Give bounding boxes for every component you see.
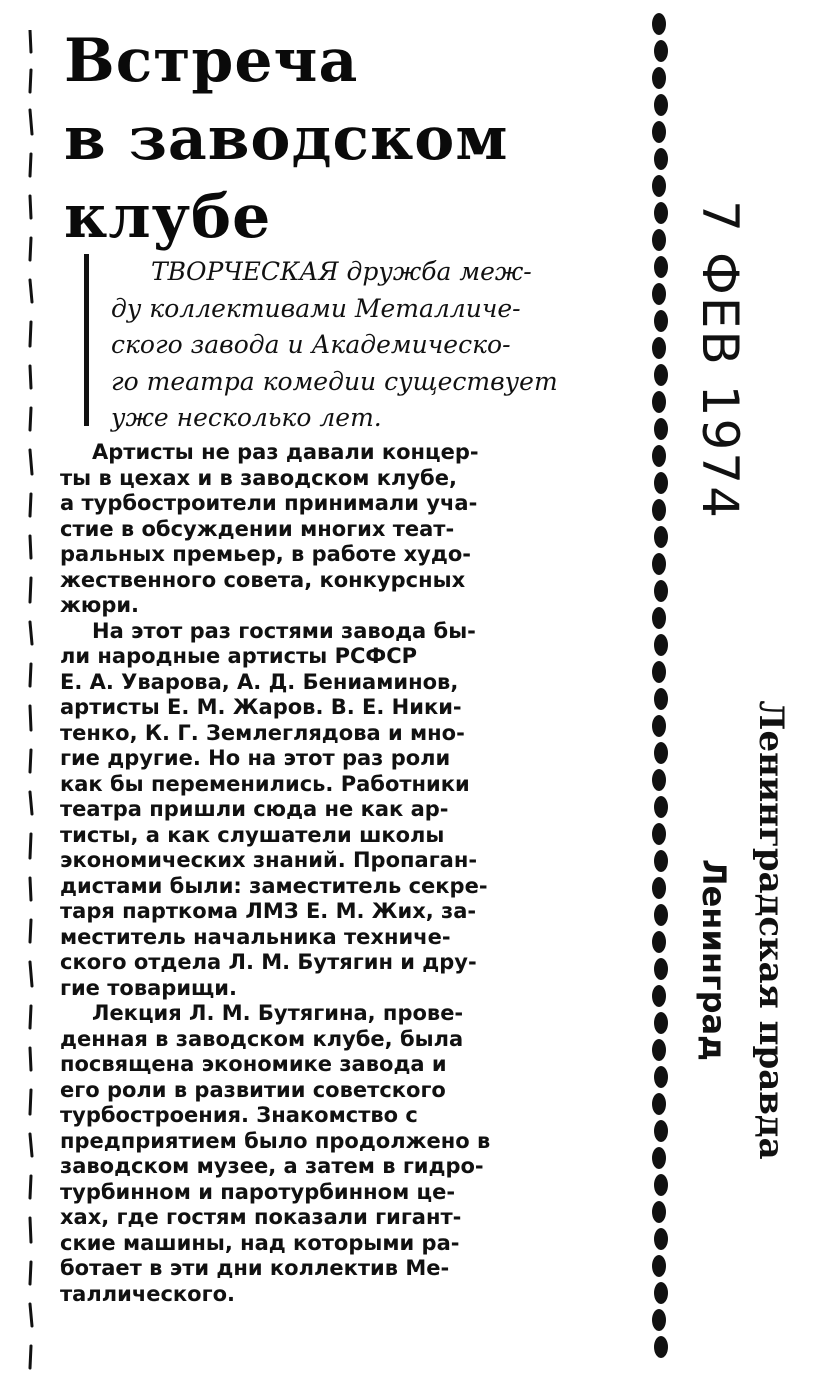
border-ornament	[652, 661, 666, 683]
body-line: его роли в развитии советского	[60, 1077, 446, 1102]
body-line: экономических знаний. Пропаган-	[60, 848, 478, 872]
border-ornament	[654, 526, 668, 548]
border-ornament	[652, 607, 666, 629]
border-ornament	[654, 364, 668, 386]
border-ornament	[652, 337, 666, 359]
body-line: стие в обсуждении многих теат-	[60, 516, 455, 541]
body-line: ли народные артисты РСФСР	[60, 644, 417, 668]
border-ornament	[652, 499, 666, 521]
border-ornament	[654, 904, 668, 926]
body-line: артисты Е. М. Жаров. В. Е. Ники-	[60, 695, 462, 719]
border-ornament	[654, 256, 668, 278]
lead-paragraph-box	[84, 254, 649, 432]
border-ornament	[654, 1228, 668, 1250]
border-ornament	[654, 580, 668, 602]
border-ornament	[652, 715, 666, 737]
border-ornament	[652, 13, 666, 35]
border-ornament	[654, 1174, 668, 1196]
body-line: турбостроения. Знакомство с	[60, 1103, 418, 1127]
border-ornament	[652, 985, 666, 1007]
body-line: ботает в эти дни коллектив Ме-	[60, 1256, 450, 1280]
border-ornament	[654, 94, 668, 116]
border-ornament	[652, 1309, 666, 1331]
border-ornament	[652, 1093, 666, 1115]
headline-line: Встреча	[64, 26, 359, 96]
border-ornament	[652, 1039, 666, 1061]
body-line: меститель начальника техниче-	[60, 924, 451, 949]
border-ornament	[652, 1201, 666, 1223]
border-ornament	[654, 1120, 668, 1142]
body-line: тенко, К. Г. Землеглядова и мно-	[60, 720, 465, 745]
body-line: тисты, а как слушатели школы	[60, 822, 445, 847]
city-stamp	[694, 840, 734, 1080]
article-body	[60, 440, 640, 1307]
border-ornament	[652, 1255, 666, 1277]
torn-left-edge	[26, 30, 36, 1370]
border-ornament	[652, 121, 666, 143]
border-ornament	[654, 1282, 668, 1304]
body-line: ского отдела Л. М. Бутягин и дру-	[60, 950, 477, 974]
body-line: посвящена экономике завода и	[60, 1052, 447, 1076]
border-ornament	[654, 634, 668, 656]
headline-line: клубе	[64, 182, 272, 252]
body-line: ральных премьер, в работе худо-	[60, 542, 471, 566]
border-ornament	[654, 958, 668, 980]
body-line: таллического.	[60, 1281, 235, 1306]
newspaper-name-text: Ленинградская правда	[751, 700, 791, 1160]
date-stamp-text: 7 ФЕВ 1974	[691, 200, 749, 520]
body-line: денная в заводском клубе, была	[60, 1026, 464, 1051]
border-ornament	[654, 310, 668, 332]
article-headline	[64, 22, 584, 256]
border-ornament	[652, 67, 666, 89]
body-line: турбинном и паротурбинном це-	[60, 1179, 456, 1204]
body-line: На этот раз гостями завода бы-	[92, 618, 476, 643]
lead-line: ду коллективами Металличе-	[111, 293, 521, 323]
border-ornament	[654, 1012, 668, 1034]
body-line: ские машины, над которыми ра-	[60, 1230, 460, 1255]
border-ornament	[652, 1147, 666, 1169]
body-line: заводском музее, а затем в гидро-	[60, 1154, 484, 1178]
border-ornament	[654, 472, 668, 494]
body-line: театра пришли сюда не как ар-	[60, 797, 449, 821]
border-ornament	[654, 1336, 668, 1358]
border-ornament	[654, 418, 668, 440]
border-ornament	[652, 877, 666, 899]
border-ornament	[652, 391, 666, 413]
border-ornament	[654, 742, 668, 764]
border-ornament	[652, 283, 666, 305]
newspaper-name-stamp	[746, 690, 796, 1170]
headline-line: в заводском	[64, 104, 509, 174]
border-ornament	[652, 553, 666, 575]
border-ornament	[654, 796, 668, 818]
lead-line: уже несколько лет.	[111, 403, 382, 432]
decorative-border	[648, 10, 672, 1375]
body-line: ты в цехах и в заводском клубе,	[60, 465, 457, 490]
lead-line: го театра комедии существует	[111, 366, 558, 396]
body-line: а турбостроители принимали уча-	[60, 491, 478, 515]
border-ornament	[654, 202, 668, 224]
body-line: хах, где гостям показали гигант-	[60, 1205, 462, 1229]
body-line: жественного совета, конкурсных	[60, 567, 466, 592]
body-line: жюри.	[60, 593, 140, 617]
border-ornament	[652, 769, 666, 791]
border-ornament	[654, 688, 668, 710]
body-line: гие товарищи.	[60, 975, 237, 1000]
border-ornament	[654, 40, 668, 62]
lead-paragraph	[111, 254, 651, 437]
border-ornament	[654, 850, 668, 872]
body-line: гие другие. Но на этот раз роли	[60, 746, 451, 770]
body-line: Лекция Л. М. Бутягина, прове-	[92, 1001, 464, 1025]
border-ornament	[654, 148, 668, 170]
city-stamp-text: Ленинград	[695, 859, 733, 1061]
body-line: дистами были: заместитель секре-	[60, 873, 488, 898]
border-ornament	[652, 823, 666, 845]
border-ornament	[652, 175, 666, 197]
border-ornament	[652, 445, 666, 467]
border-ornament	[654, 1066, 668, 1088]
border-ornament	[652, 229, 666, 251]
body-line: Е. А. Уварова, А. Д. Бениаминов,	[60, 669, 459, 694]
lead-line: ТВОРЧЕСКАЯ дружба меж-	[151, 257, 532, 286]
body-line: как бы переменились. Работники	[60, 771, 470, 796]
body-line: Артисты не раз давали концер-	[92, 440, 479, 464]
border-ornament	[652, 931, 666, 953]
body-line: предприятием было продолжено в	[60, 1128, 491, 1153]
lead-line: ского завода и Академическо-	[111, 330, 511, 359]
body-line: таря парткома ЛМЗ Е. М. Жих, за-	[60, 899, 477, 923]
date-stamp	[690, 180, 750, 540]
